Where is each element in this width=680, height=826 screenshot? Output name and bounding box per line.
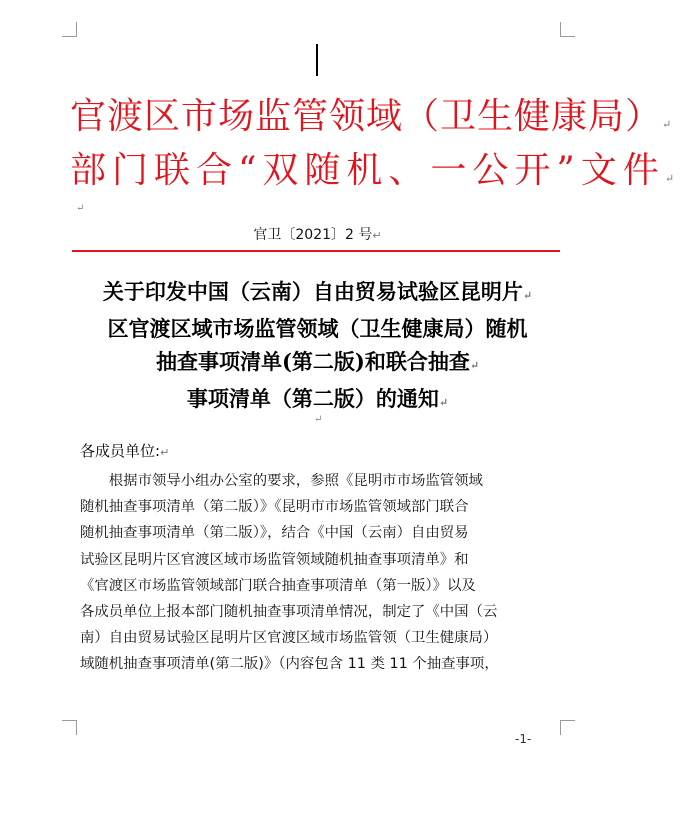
paragraph-mark: ↵ bbox=[314, 414, 323, 425]
title-text-3: 抽查事项清单(第二版)和联合抽查 bbox=[155, 349, 470, 374]
red-header-line-2 bbox=[70, 150, 680, 200]
crop-mark-bottom-left bbox=[62, 720, 77, 735]
red-header-text-1: 官渡区市场监管领域（卫生健康局） bbox=[70, 96, 663, 137]
greeting-text: 各成员单位: bbox=[80, 442, 161, 460]
paragraph-mark: ↵ bbox=[372, 229, 382, 242]
greeting bbox=[80, 440, 169, 461]
paragraph-mark: ↵ bbox=[160, 446, 170, 459]
page-number: -1- bbox=[515, 732, 532, 746]
document-title bbox=[60, 275, 575, 419]
title-text-2: 区官渡区域市场监管领域（卫生健康局）随机 bbox=[107, 316, 528, 341]
title-text-4: 事项清单（第二版）的通知 bbox=[186, 386, 439, 411]
paragraph-mark: ↵ bbox=[522, 289, 533, 302]
body-line: 试验区昆明片区官渡区域市场监管领域随机抽查事项清单》和 bbox=[80, 551, 469, 568]
title-line-1 bbox=[60, 275, 575, 312]
title-text-1: 关于印发中国（云南）自由贸易试验区昆明片 bbox=[102, 279, 523, 304]
text-cursor[interactable] bbox=[316, 44, 318, 76]
red-header-line-1 bbox=[70, 96, 673, 146]
body-line: 《官渡区市场监管领域部门联合抽查事项清单（第一版）》以及 bbox=[80, 577, 476, 594]
red-separator-rule bbox=[72, 250, 560, 252]
crop-mark-top-left bbox=[62, 22, 77, 37]
body-line: 随机抽查事项清单（第二版）》《昆明市市场监管领域部门联合 bbox=[80, 499, 469, 516]
paragraph-mark: ↵ bbox=[664, 172, 680, 185]
title-line-2 bbox=[60, 312, 575, 345]
body-line: 随机抽查事项清单（第二版）》，结合《中国（云南）自由贸易 bbox=[80, 525, 469, 542]
body-line: 南）自由贸易试验区昆明片区官渡区域市场监管领（卫生健康局） bbox=[80, 630, 498, 647]
title-line-3 bbox=[60, 345, 575, 382]
paragraph-mark: ↵ bbox=[76, 203, 85, 214]
document-number bbox=[0, 224, 635, 244]
paragraph-mark: ↵ bbox=[438, 396, 449, 409]
paragraph-mark: ↵ bbox=[662, 118, 673, 131]
body-text bbox=[80, 468, 560, 678]
paragraph-mark: ↵ bbox=[469, 359, 480, 372]
body-line: 域随机抽查事项清单(第二版)》（内容包含 11 类 11 个抽查事项， bbox=[80, 656, 499, 673]
crop-mark-bottom-right bbox=[560, 720, 575, 735]
document-number-text: 官卫〔2021〕2 号 bbox=[253, 227, 373, 243]
body-line: 各成员单位上报本部门随机抽查事项清单情况，制定了《中国（云 bbox=[80, 604, 498, 621]
body-line: 根据市领导小组办公室的要求，参照《昆明市市场监管领域 bbox=[80, 473, 483, 489]
red-header-text-2: 部门联合“双随机、一公开”文件 bbox=[70, 150, 665, 191]
crop-mark-top-right bbox=[560, 22, 575, 37]
